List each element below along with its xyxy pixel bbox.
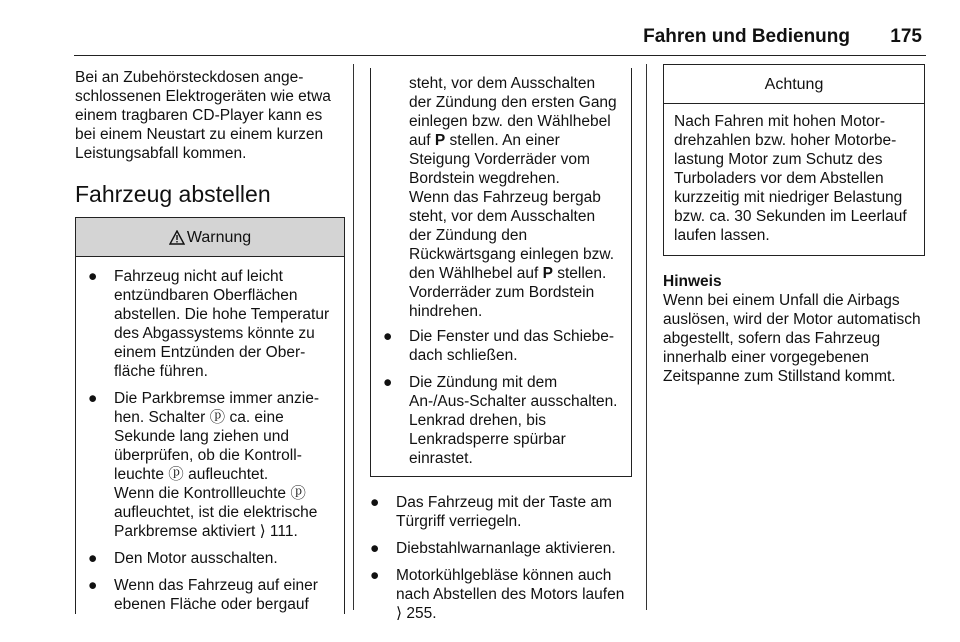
page-number: 175	[890, 26, 922, 47]
list-item	[370, 493, 632, 531]
bullet-icon: ●	[370, 540, 380, 557]
note-heading: Hinweis	[663, 273, 722, 290]
bullet-icon: ●	[88, 390, 98, 407]
header-divider	[74, 55, 926, 56]
column-3	[663, 64, 925, 386]
page-header	[0, 0, 960, 60]
continuation-paragraph: steht, vor dem Ausschalten der Zündung den ersten Gang einlegen bzw. den Wählhebel auf P stellen. An einer Steigung Vorderräder vom Bordstein wegdrehen.	[409, 75, 617, 187]
list-item	[88, 549, 332, 568]
list-item	[370, 539, 632, 558]
bullet-icon: ●	[383, 374, 393, 391]
list-item-text: Das Fahrzeug mit der Taste am Türgriff verriegeln.	[396, 494, 612, 530]
caution-body: Nach Fahren mit hohen Motordrehzahlen bzw. hoher Motorbelastung Motor zum Schutz des Turboladers vor dem Abstellen kurzzeitig mit niedriger Belastung bzw. ca. 30 Sekunden im Leerlauf laufen lassen.	[674, 113, 907, 244]
list-item-text: Motorkühlgebläse können auch nach Abstellen des Motors laufen ⟩ 255.	[396, 567, 625, 622]
list-item-text: Den Motor ausschalten.	[114, 550, 278, 567]
list-item-text: Die Zündung mit dem An-/Aus-Schalter ausschalten. Lenkrad drehen, bis Lenkradsperre spürbar einrastet.	[409, 374, 618, 467]
column-1	[75, 68, 345, 614]
intro-paragraph: Bei an Zubehörsteckdosen angeschlossenen Elektrogeräten wie etwa einem tragbaren CD-Player kann es bei einem Neustart zu einem kurzen Leistungsabfall kommen.	[75, 69, 331, 162]
list-item	[370, 566, 632, 623]
column-divider	[646, 64, 647, 610]
list-item-continuation: Wenn die Kontrollleuchte ⓟ aufleuchtet, ist die elektrische Parkbremse aktiviert ⟩ 111.	[114, 485, 318, 540]
list-item-text: Diebstahlwarnanlage aktivieren.	[396, 540, 616, 557]
bullet-icon: ●	[370, 494, 380, 511]
list-item	[88, 267, 332, 381]
caution-title: Achtung	[764, 75, 824, 93]
bullet-icon: ●	[88, 550, 98, 567]
list-item	[383, 373, 619, 468]
note-text: Wenn bei einem Unfall die Airbags auslösen, wird der Motor automatisch abgestellt, sofern das Fahrzeug innerhalb einer vorgegebenen Zeitspanne zum Stillstand kommt.	[663, 292, 921, 385]
list-item-text: Die Parkbremse immer anziehen. Schalter ⓟ ca. eine Sekunde lang ziehen und überprüfen, ob die Kontrollleuchte ⓟ aufleuchtet.	[114, 390, 320, 483]
header-title: Fahren und Bedienung	[643, 26, 850, 47]
list-item	[88, 389, 332, 541]
warning-triangle-icon	[169, 230, 185, 245]
warning-box-continued	[370, 68, 632, 477]
column-divider	[353, 64, 354, 610]
caution-header	[664, 65, 924, 104]
warning-body	[76, 257, 344, 614]
bullet-icon: ●	[88, 577, 98, 594]
warning-title: Warnung	[186, 228, 252, 246]
list-item-text: Fahrzeug nicht auf leicht entzündbaren Oberflächen abstellen. Die hohe Temperatur des Abgassystems könnte zu einem Entzünden der Oberfläche führen.	[114, 268, 330, 380]
continuation-paragraph: Wenn das Fahrzeug bergab steht, vor dem Ausschalten der Zündung den Rückwärtsgang einlegen bzw. den Wählhebel auf P stellen. Vorderräder zum Bordstein hindrehen.	[409, 189, 615, 320]
bullet-icon: ●	[370, 567, 380, 584]
warning-header	[76, 218, 344, 257]
list-item	[88, 576, 332, 614]
bullet-icon: ●	[383, 328, 393, 345]
column-2	[370, 68, 632, 631]
warning-box	[75, 217, 345, 614]
caution-box	[663, 64, 925, 256]
bullet-icon: ●	[88, 268, 98, 285]
list-item-text: Wenn das Fahrzeug auf einer ebenen Fläche oder bergauf	[114, 577, 318, 613]
section-heading: Fahrzeug abstellen	[75, 181, 271, 207]
list-item	[383, 327, 619, 365]
list-item-text: Die Fenster und das Schiebedach schließen.	[409, 328, 615, 364]
